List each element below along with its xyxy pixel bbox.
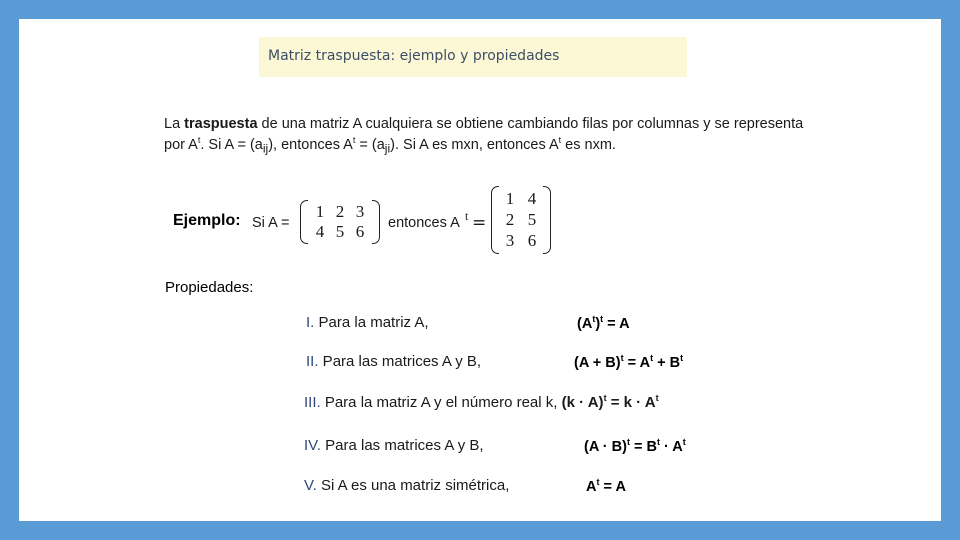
- intro-sub: ij: [262, 141, 269, 156]
- matrix-cell: 2: [505, 210, 515, 229]
- matrix-cell: 4: [527, 189, 537, 208]
- property-2-text: Para las matrices A y B,: [318, 353, 482, 370]
- intro-text: ), entonces A: [268, 136, 353, 153]
- property-1-statement: [306, 314, 429, 331]
- matrix-a-row: [300, 202, 380, 222]
- matrix-cell: 3: [505, 231, 515, 250]
- property-3-formula: $(k \cdot A)^t = k \cdot A^t$: [561, 393, 659, 411]
- matrix-cell: 3: [355, 202, 365, 221]
- intro-text: . Si A = (a: [200, 136, 263, 153]
- intro-sup: t: [352, 135, 356, 145]
- property-1-text: Para la matriz A,: [314, 314, 429, 331]
- property-2-statement: [306, 353, 481, 370]
- matrix-at-row: [491, 189, 551, 209]
- property-3-statement: [304, 393, 659, 411]
- example-equals: =: [472, 213, 487, 233]
- intro-text: La: [164, 116, 185, 132]
- slide-title: Matriz traspuesta: ejemplo y propiedades: [268, 48, 560, 64]
- property-3-number: III.: [304, 394, 321, 411]
- matrix-cell: 6: [355, 222, 365, 241]
- matrix-a: [300, 200, 380, 244]
- matrix-cell: 1: [315, 202, 325, 221]
- intro-sub: ji: [384, 141, 391, 156]
- property-1-formula: $(A^t)^t = A$: [577, 314, 630, 332]
- property-4-text: Para las matrices A y B,: [320, 437, 484, 454]
- intro-text: es nxm.: [561, 136, 616, 153]
- matrix-cell: 5: [527, 210, 537, 229]
- intro-sup: t: [197, 135, 201, 145]
- slide: [19, 19, 941, 521]
- example-label: Ejemplo:: [173, 212, 241, 229]
- property-4-formula: $(A \cdot B)^t = B^t \cdot A^t$: [584, 437, 686, 455]
- intro-keyword: traspuesta: [184, 116, 258, 132]
- property-4-number: IV.: [304, 437, 321, 454]
- property-1-number: I.: [306, 314, 315, 331]
- example-transpose-sup: t: [465, 209, 469, 223]
- properties-heading: Propiedades:: [165, 279, 254, 296]
- property-5-formula: $A^t = A$: [586, 477, 626, 495]
- property-5-text: Si A es una matriz simétrica,: [316, 477, 510, 494]
- intro-text: de una matriz A cualquiera se obtiene cambiando filas por columnas y se representa por A: [164, 116, 804, 153]
- intro-text: ). Si A es mxn, entonces A: [390, 136, 559, 153]
- property-2-number: II.: [306, 353, 319, 370]
- property-5-number: V.: [304, 477, 317, 494]
- matrix-cell: 5: [335, 222, 345, 241]
- matrix-cell: 6: [527, 231, 537, 250]
- example-si-text: Si A =: [252, 215, 290, 231]
- matrix-at: [491, 186, 551, 254]
- property-3-text: Para la matriz A y el número real k,: [320, 394, 562, 411]
- matrix-cell: 4: [315, 222, 325, 241]
- matrix-at-row: [491, 231, 551, 251]
- intro-sup: t: [558, 135, 562, 145]
- title-box: [259, 37, 687, 77]
- matrix-cell: 1: [505, 189, 515, 208]
- matrix-at-row: [491, 210, 551, 230]
- matrix-cell: 2: [335, 202, 345, 221]
- example-entonces-text: entonces A: [388, 215, 460, 231]
- intro-paragraph: [164, 116, 824, 157]
- property-5-statement: [304, 477, 509, 494]
- matrix-a-row: [300, 222, 380, 242]
- intro-text: = (a: [355, 136, 385, 153]
- property-4-statement: [304, 437, 484, 454]
- property-2-formula: $(A + B)^t = A^t + B^t$: [574, 353, 684, 371]
